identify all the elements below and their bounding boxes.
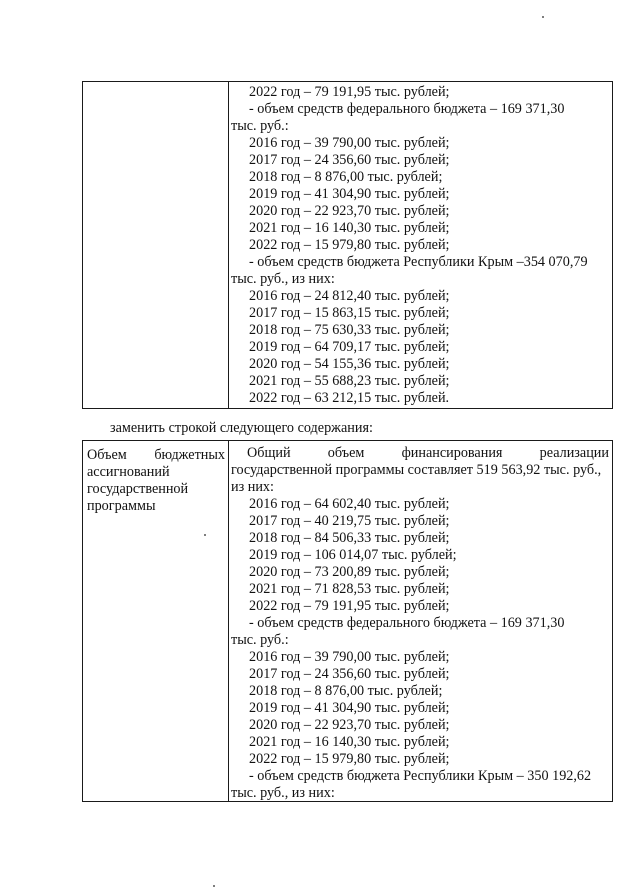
- text-line: - объем средств федерального бюджета – 169 371,30: [249, 615, 565, 631]
- row-label: [87, 447, 225, 515]
- text-line: 2018 год – 84 506,33 тыс. рублей;: [249, 530, 450, 546]
- scan-speck: [542, 16, 544, 18]
- text-line: тыс. руб.:: [231, 632, 289, 648]
- text-line: 2018 год – 8 876,00 тыс. рублей;: [249, 169, 443, 185]
- table-cell-right: [229, 441, 612, 801]
- text-line: 2021 год – 16 140,30 тыс. рублей;: [249, 734, 450, 750]
- text-line: 2019 год – 106 014,07 тыс. рублей;: [249, 547, 457, 563]
- table-cell-right: [229, 82, 612, 408]
- label-word: бюджетных: [154, 447, 225, 463]
- text-line: 2022 год – 15 979,80 тыс. рублей;: [249, 751, 450, 767]
- text-line: 2016 год – 64 602,40 тыс. рублей;: [249, 496, 450, 512]
- text-line: 2022 год – 15 979,80 тыс. рублей;: [249, 237, 450, 253]
- label-line: ассигнований: [87, 464, 170, 480]
- text-line: 2021 год – 71 828,53 тыс. рублей;: [249, 581, 450, 597]
- scan-speck: [213, 885, 215, 887]
- text-line: 2016 год – 39 790,00 тыс. рублей;: [249, 649, 450, 665]
- text-line: тыс. руб., из них:: [231, 785, 335, 801]
- label-line: государственной: [87, 481, 189, 497]
- scan-speck: [204, 534, 206, 536]
- text-line: 2019 год – 41 304,90 тыс. рублей;: [249, 700, 450, 716]
- text-line: 2020 год – 73 200,89 тыс. рублей;: [249, 564, 450, 580]
- text-line: 2018 год – 8 876,00 тыс. рублей;: [249, 683, 443, 699]
- budget-table-old: [82, 81, 613, 409]
- text-line: 2020 год – 22 923,70 тыс. рублей;: [249, 717, 450, 733]
- text-line: 2018 год – 75 630,33 тыс. рублей;: [249, 322, 450, 338]
- text-line: тыс. руб., из них:: [231, 271, 335, 287]
- text-line: 2022 год – 79 191,95 тыс. рублей;: [249, 598, 450, 614]
- text-line: - объем средств федерального бюджета – 169 371,30: [249, 101, 565, 117]
- text-line: 2021 год – 55 688,23 тыс. рублей;: [249, 373, 450, 389]
- text-line: 2017 год – 15 863,15 тыс. рублей;: [249, 305, 450, 321]
- budget-table-new: [82, 440, 613, 802]
- text-line: - объем средств бюджета Республики Крым –354 070,79: [249, 254, 588, 270]
- text-line: 2016 год – 24 812,40 тыс. рублей;: [249, 288, 450, 304]
- text-line: 2019 год – 64 709,17 тыс. рублей;: [249, 339, 450, 355]
- text-line: государственной программы составляет 519 563,92 тыс. руб.,: [231, 462, 602, 478]
- text-line: тыс. руб.:: [231, 118, 289, 134]
- text-line: 2022 год – 79 191,95 тыс. рублей;: [249, 84, 450, 100]
- table-cell-left: [83, 441, 229, 801]
- text-line: 2017 год – 24 356,60 тыс. рублей;: [249, 152, 450, 168]
- text-line: 2022 год – 63 212,15 тыс. рублей.: [249, 390, 450, 406]
- text-line: 2017 год – 40 219,75 тыс. рублей;: [249, 513, 450, 529]
- text-line: из них:: [231, 479, 274, 495]
- text-line: 2017 год – 24 356,60 тыс. рублей;: [249, 666, 450, 682]
- text-line: 2016 год – 39 790,00 тыс. рублей;: [249, 135, 450, 151]
- replacement-intro-text: заменить строкой следующего содержания:: [110, 420, 373, 436]
- text-line: 2020 год – 54 155,36 тыс. рублей;: [249, 356, 450, 372]
- text-line: 2021 год – 16 140,30 тыс. рублей;: [249, 220, 450, 236]
- text-line: - объем средств бюджета Республики Крым – 350 192,62: [249, 768, 592, 784]
- text-line: 2020 год – 22 923,70 тыс. рублей;: [249, 203, 450, 219]
- text-line: Общий объем финансирования реализации: [247, 445, 609, 461]
- text-line: 2019 год – 41 304,90 тыс. рублей;: [249, 186, 450, 202]
- table-cell-left-empty: [83, 82, 229, 408]
- label-line: программы: [87, 498, 156, 514]
- label-word: Объем: [87, 447, 127, 463]
